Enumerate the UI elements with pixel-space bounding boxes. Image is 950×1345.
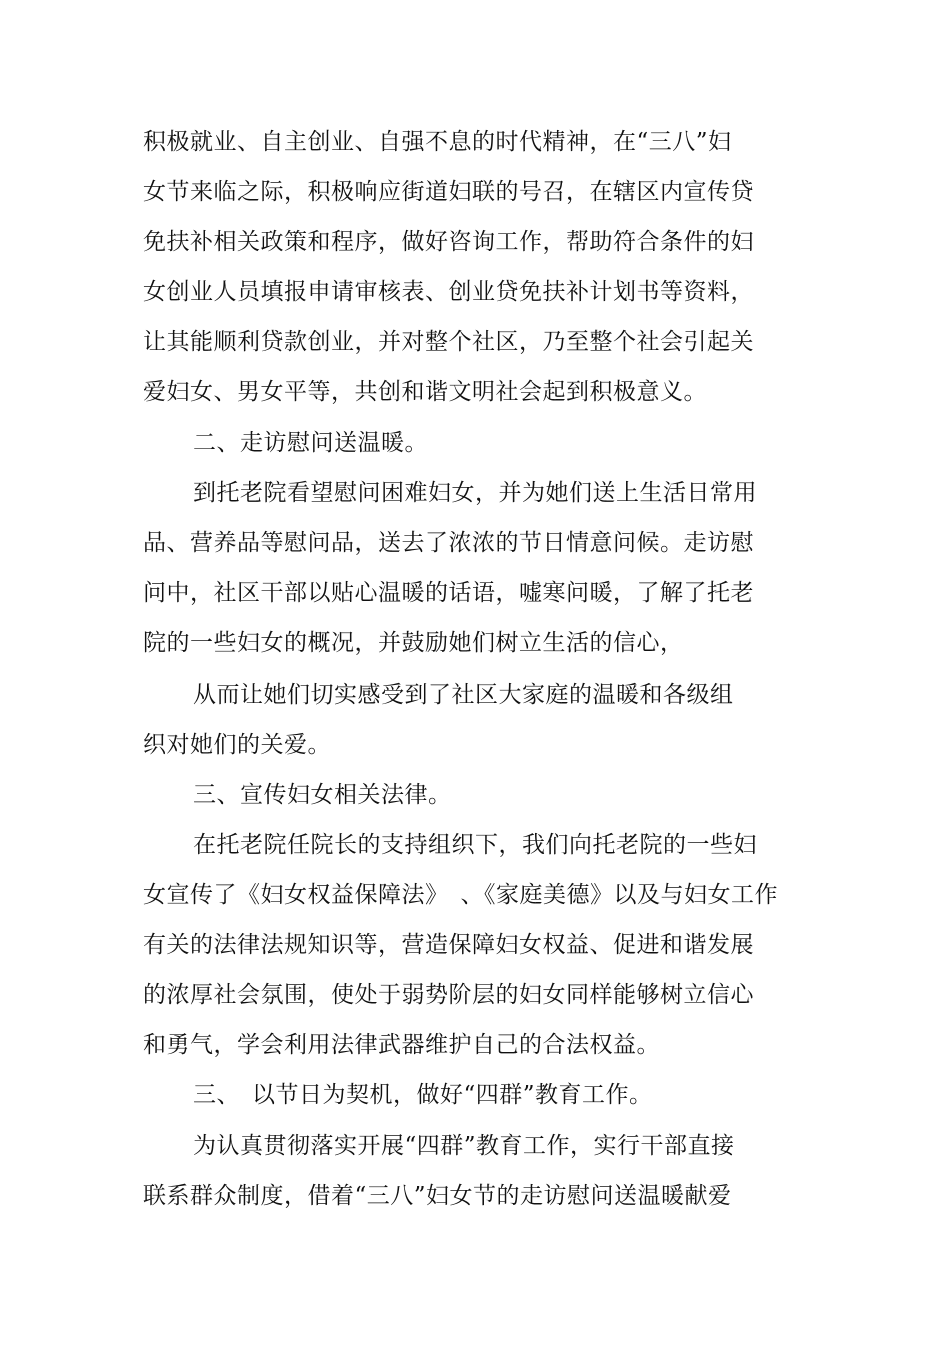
body-text-line: 品、营养品等慰问品，送去了浓浓的节日情意问候。走访慰: [143, 530, 754, 556]
body-text-line: 女创业人员填报申请审核表、创业贷免扶补计划书等资料，: [143, 279, 754, 305]
body-text-line: 让其能顺利贷款创业，并对整个社区，乃至整个社会引起关: [143, 329, 754, 355]
body-text-line: 问中，社区干部以贴心温暖的话语，嘘寒问暖，了解了托老: [143, 580, 754, 606]
section-heading: 三、 以节日为契机，做好“四群”教育工作。: [193, 1082, 653, 1108]
body-text-line: 从而让她们切实感受到了社区大家庭的温暖和各级组: [193, 682, 734, 708]
section-heading: 三、宣传妇女相关法律。: [193, 782, 452, 808]
section-heading: 二、走访慰问送温暖。: [193, 430, 428, 456]
body-text-line: 到托老院看望慰问困难妇女，并为她们送上生活日常用: [193, 480, 757, 506]
body-text-line: 在托老院任院长的支持组织下，我们向托老院的一些妇: [193, 832, 757, 858]
body-text-line: 和勇气，学会利用法律武器维护自己的合法权益。: [143, 1032, 660, 1058]
body-text-line: 联系群众制度，借着“三八”妇女节的走访慰问送温暖献爱: [143, 1183, 732, 1209]
body-text-line: 织对她们的关爱。: [143, 732, 331, 758]
body-text-line: 有关的法律法规知识等，营造保障妇女权益、促进和谐发展: [143, 932, 754, 958]
body-text-line: 的浓厚社会氛围，使处于弱势阶层的妇女同样能够树立信心: [143, 982, 754, 1008]
body-text-line: 女宣传了《妇女权益保障法》 、《家庭美德》以及与妇女工作: [143, 882, 778, 908]
body-text-line: 积极就业、自主创业、自强不息的时代精神，在“三八”妇: [143, 129, 732, 155]
body-text-line: 免扶补相关政策和程序，做好咨询工作，帮助符合条件的妇: [143, 229, 754, 255]
body-text-line: 院的一些妇女的概况，并鼓励她们树立生活的信心，: [143, 630, 684, 656]
body-text-line: 女节来临之际，积极响应街道妇联的号召，在辖区内宣传贷: [143, 179, 754, 205]
body-text-line: 爱妇女、男女平等，共创和谐文明社会起到积极意义。: [143, 379, 707, 405]
body-text-line: 为认真贯彻落实开展“四群”教育工作，实行干部直接: [193, 1133, 735, 1159]
